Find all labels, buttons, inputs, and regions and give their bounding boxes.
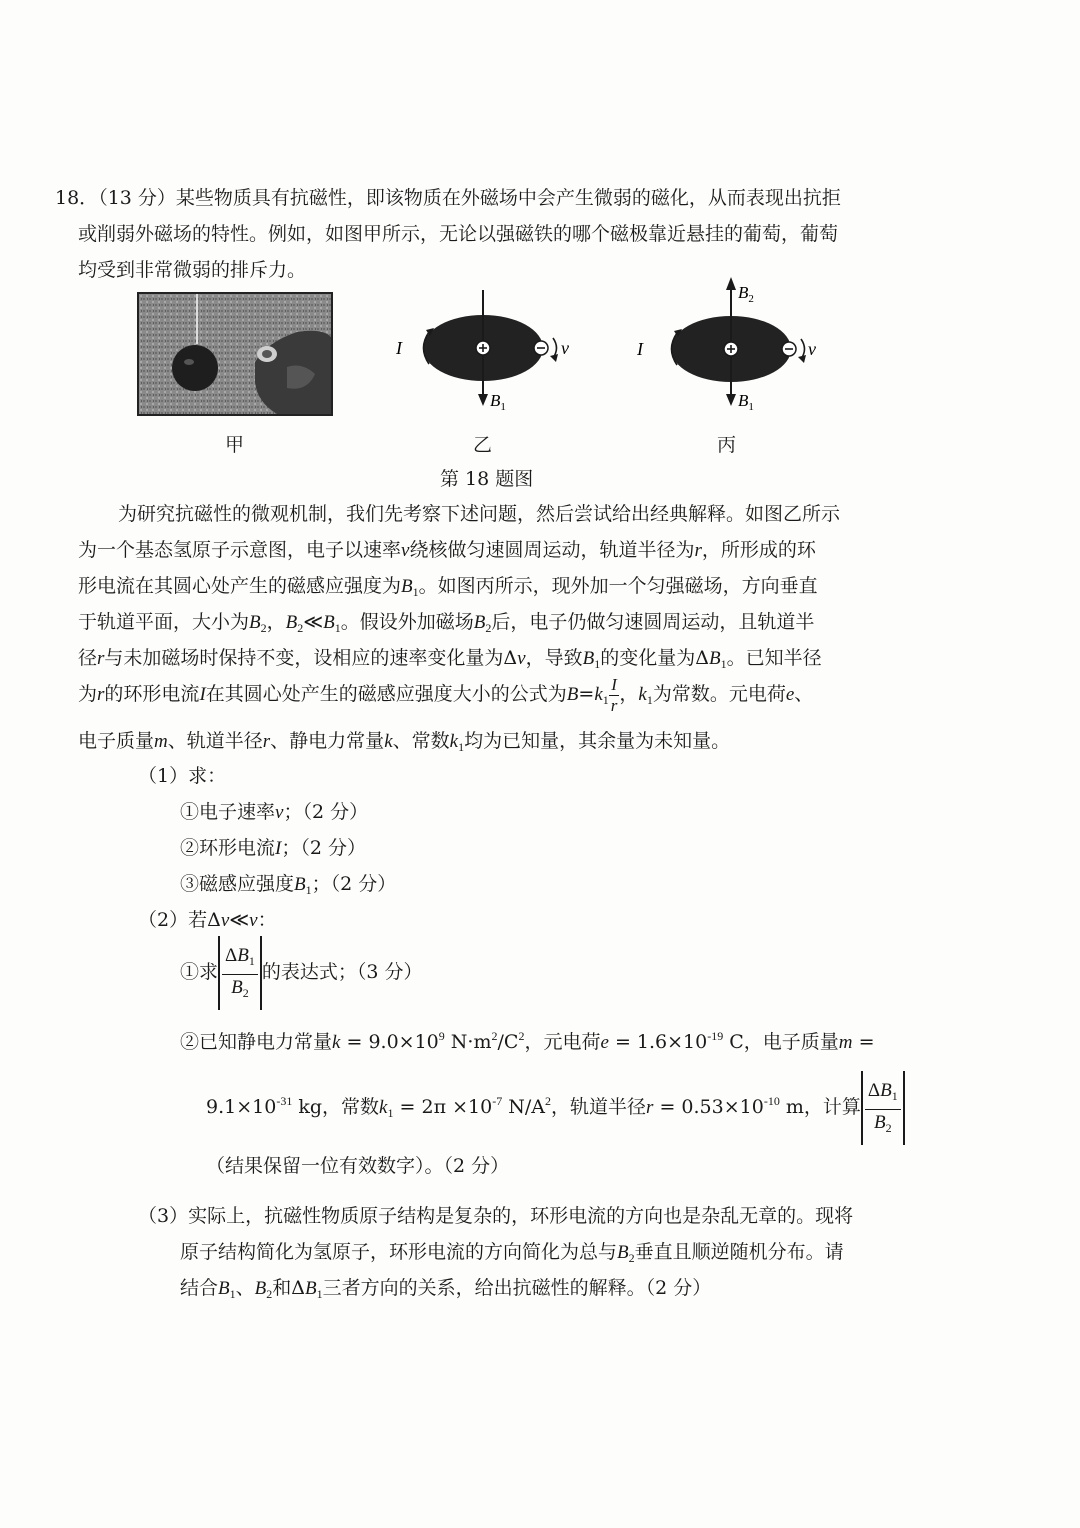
b1-label: $B_1$ (738, 391, 754, 413)
current-label: I (396, 338, 402, 358)
question-2: （2）若Δv≪v： (138, 909, 277, 931)
question-1-2: ②环形电流I；（2 分） (180, 837, 366, 859)
grape (172, 345, 218, 391)
figure-caption: 第 18 题图 (440, 468, 534, 490)
figure-jia-photo (137, 292, 333, 416)
b1-label: $B_1$ (490, 391, 506, 413)
figure-label-bing: 丙 (717, 434, 737, 456)
body-line-2: 为一个基态氢原子示意图，电子以速率v绕核做匀速圆周运动，轨道半径为r，所形成的环 (78, 539, 816, 561)
abs-ratio: $\frac{\Delta B_1}{B_2}$ (218, 936, 262, 1010)
question-1-1: ①电子速率v；（2 分） (180, 801, 369, 823)
question-3-line-1: （3）实际上，抗磁性物质原子结构是复杂的，环形电流的方向也是杂乱无章的。现将 (138, 1205, 854, 1227)
figure-label-yi: 乙 (473, 434, 493, 456)
question-1-3: ③磁感应强度$B_1$；（2 分） (180, 873, 397, 897)
figure-bing-diagram (633, 272, 833, 417)
current-label: I (637, 339, 643, 359)
question-3-line-3: 结合$B_1$、$B_2$和$\Delta B_1$三者方向的关系，给出抗磁性的解释。（2 分） (180, 1277, 712, 1301)
figure-yi-diagram (390, 290, 580, 415)
abs-ratio: $\frac{\Delta B_1}{B_2}$ (861, 1071, 905, 1145)
velocity-label: v (561, 338, 569, 358)
problem-intro-line-1: 18．（13 分）某些物质具有抗磁性，即该物质在外磁场中会产生微弱的磁化，从而表现出抗拒 (55, 187, 841, 209)
question-2-2-line-1: ②已知静电力常量$k = 9.0\times 10^9$ $N\cdot m^2/C^2$，元电荷$e = 1.6\times 10^{-19}$ C，电子质量m = (180, 1029, 875, 1053)
question-3-line-2: 原子结构简化为氢原子，环形电流的方向简化为总与$B_2$垂直且顺逆随机分布。请 (180, 1241, 844, 1265)
b2-label: $B_2$ (738, 283, 754, 305)
problem-intro-line-2: 或削弱外磁场的特性。例如，如图甲所示，无论以强磁铁的哪个磁极靠近悬挂的葡萄，葡萄 (78, 223, 839, 245)
question-1: （1）求： (138, 765, 227, 787)
problem-points: （13 分） (98, 187, 176, 209)
body-line-4: 于轨道平面，大小为$B_2$，$B_2≪B_1$。假设外加磁场$B_2$后，电子仍做匀速圆周运动，且轨道半 (78, 611, 815, 635)
velocity-label: v (808, 339, 816, 359)
body-line-3: 形电流在其圆心处产生的磁感应强度为$B_1$。如图丙所示，现外加一个匀强磁场，方向垂直 (78, 575, 818, 599)
question-2-2-line-2: $9.1\times 10^{-31}$ kg，常数$k_1 = 2\pi \times 10^{-7}$ $N/A^2$，轨道半径$r = 0.53\times 10^{-10}$ m，计算 $\frac{\Delta B_1}{B_2}$ (206, 1066, 905, 1148)
body-line-1: 为研究抗磁性的微观机制，我们先考察下述问题，然后尝试给出经典解释。如图乙所示 (118, 503, 841, 525)
formula-fraction: $\frac{I}{r}$ (610, 674, 618, 715)
question-2-2-line-3: （结果保留一位有效数字）。（2 分） (206, 1155, 510, 1177)
problem-intro-line-3: 均受到非常微弱的排斥力。 (78, 259, 307, 281)
body-line-6: 为r的环形电流I在其圆心处产生的磁感应强度大小的公式为$B=k_1$ $\frac{I}{r}$ ，$k_1$为常数。元电荷e、 (78, 674, 814, 715)
figure-label-jia: 甲 (225, 434, 245, 456)
question-2-1: ①求 $\frac{\Delta B_1}{B_2}$ 的表达式；（3 分） (180, 936, 422, 1010)
body-line-7: 电子质量m、轨道半径r、静电力常量k、常数$k_1$均为已知量，其余量为未知量。 (78, 730, 731, 754)
problem-number: 18． (55, 187, 99, 209)
body-line-5: 径r与未加磁场时保持不变，设相应的速率变化量为Δv，导致$B_1$的变化量为$\Delta B_1$。已知半径 (78, 647, 822, 671)
